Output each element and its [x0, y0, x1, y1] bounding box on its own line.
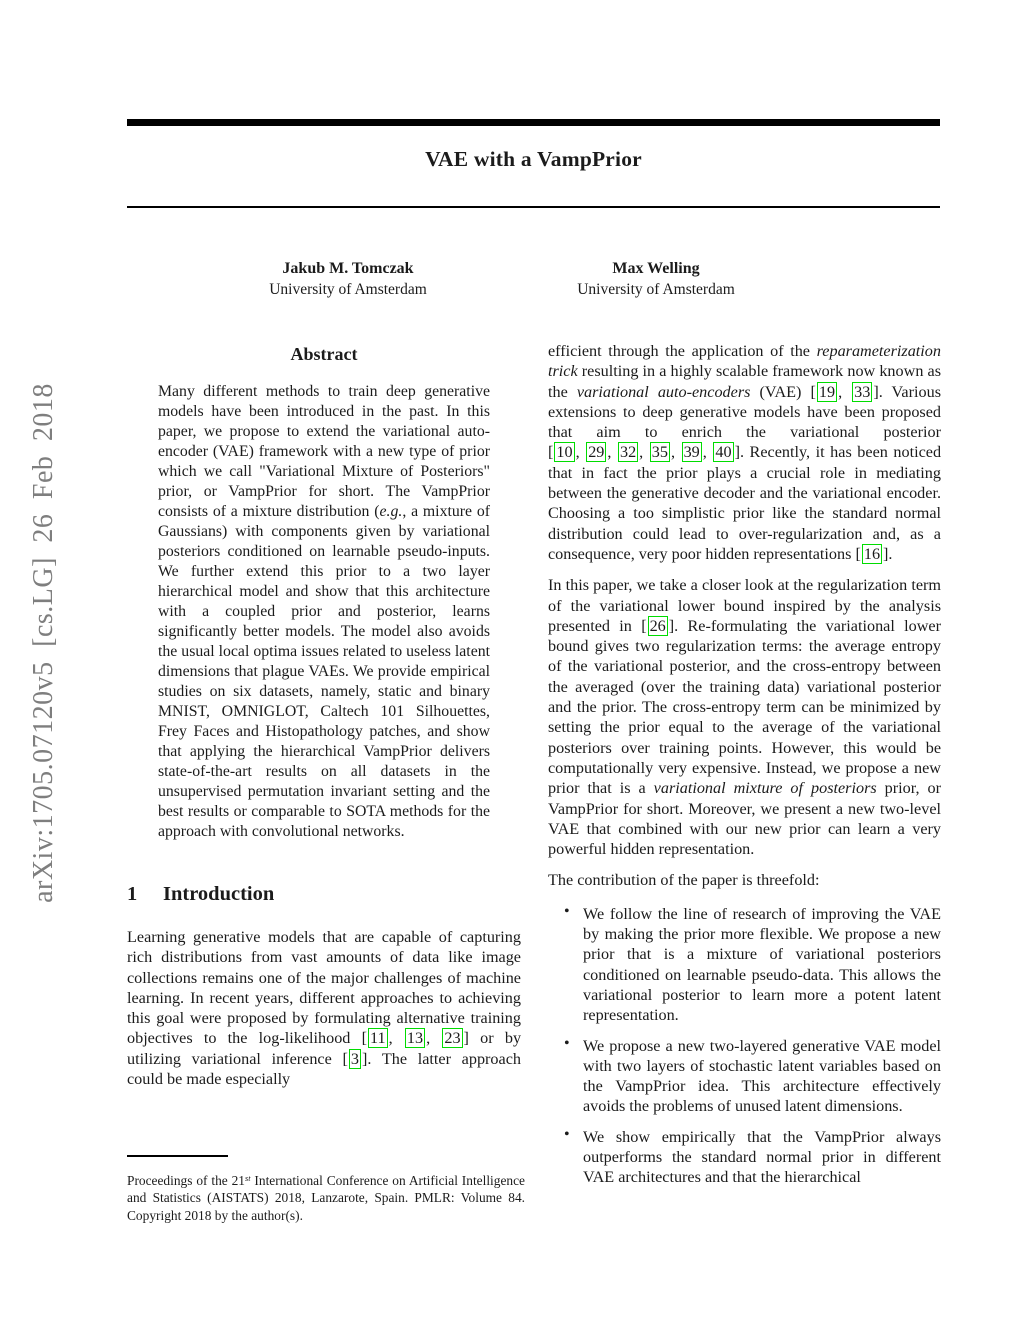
- header-rule-thin: [127, 206, 940, 208]
- list-item: [548, 1036, 941, 1117]
- paragraph: In this paper, we take a closer look at the regularization term of the variational lower bound inspired by the analysis presented in [ 26 ]. Re-formulating the variational lower bound gives two regularization terms: the average entropy of the variational posterior, and the cross-entropy between the averaged (over the training data) variational posterior and the prior. The cross-entropy term can be minimized by setting the prior equal to the average of the variational posteriors over training points. However, this would be computationally very expensive. Instead, we propose a new prior that is a variational mixture of posteriors prior, or VampPrior for short. Moreover, we present a new two-level VAE that combined with our new prior can learn a very powerful hidden representation.: [548, 576, 941, 859]
- author-block-2: [577, 258, 735, 300]
- paragraph: The contribution of the paper is threefold:: [548, 871, 820, 890]
- citation-link[interactable]: 40: [715, 443, 732, 462]
- citation-link[interactable]: 19: [818, 382, 836, 401]
- left-column: [127, 344, 521, 1100]
- italic-text: e.g.: [379, 503, 403, 520]
- citation-link[interactable]: 39: [683, 443, 700, 462]
- citation-group: [ 19 , 33 ]: [810, 382, 879, 401]
- footnote-text: Proceedings of the 21st International Conference on Artificial Intelligence and Statistics (AISTATS) 2018, Lanzarote, Spain. PMLR: Volume 84. Copyright 2018 by the author(s).: [127, 1172, 525, 1223]
- list-item: [548, 904, 941, 1026]
- bullet-icon: •: [564, 1125, 570, 1143]
- citation-group: [ 11 , 13 , 23 ]: [361, 1029, 469, 1048]
- bullet-text: We propose a new two-layered generative VAE model with two layers of stochastic latent variables based on the VampPrior idea. This architecture effectively avoids the problems of unused latent dimensions.: [583, 1036, 941, 1116]
- citation-link[interactable]: 29: [588, 443, 605, 462]
- contribution-list: [548, 904, 941, 1188]
- list-item: [548, 1127, 941, 1188]
- italic-text: variational mixture of posteriors: [653, 779, 877, 798]
- citation-link[interactable]: 13: [406, 1029, 424, 1048]
- author-block-1: [269, 258, 427, 300]
- introduction-paragraph: Learning generative models that are capable of capturing rich distributions from vast amounts of data like image collections remains one of the major challenges of machine learning. In recent years, different approaches to achieving this goal were proposed by formulating alternative training objectives to the log-likelihood [ 11 , 13 , 23 ] or by utilizing variational inference [ 3 ]. The latter approach could be made especially: [127, 928, 522, 1089]
- bullet-text: We show empirically that the VampPrior always outperforms the standard normal prior in different VAE architectures and that the hierarchical: [583, 1127, 941, 1187]
- bullet-icon: •: [564, 902, 570, 920]
- section-number: 1: [127, 883, 138, 905]
- author-affiliation: University of Amsterdam: [269, 281, 427, 298]
- paper-title: VAE with a VampPrior: [425, 147, 642, 171]
- citation-link[interactable]: 33: [854, 382, 871, 401]
- italic-text: reparameterization trick: [548, 342, 941, 381]
- arxiv-stamp: arXiv:1705.07120v5 [cs.LG] 26 Feb 2018: [28, 383, 59, 903]
- footnote-block: [127, 1155, 525, 1224]
- citation-group: [ 3 ]: [342, 1049, 368, 1068]
- author-name: Jakub M. Tomczak: [282, 260, 414, 277]
- abstract-heading: Abstract: [290, 344, 358, 364]
- abstract-body: Many different methods to train deep generative models have been introduced in the past. In this paper, we propose to extend the variational auto-encoder (VAE) framework with a new type of prior which we call "Variational Mixture of Posteriors" prior, or VampPrior for short. The VampPrior consists of a mixture distribution (e.g., a mixture of Gaussians) with components given by variational posteriors conditioned on learnable pseudo-inputs. We further extend this prior to a two layer hierarchical model and show that this architecture with a coupled prior and posterior, learns significantly better models. The model also avoids the usual local optima issues related to useless latent dimensions that plague VAEs. We provide empirical studies on six datasets, namely, static and binary MNIST, OMNIGLOT, Caltech 101 Silhouettes, Frey Faces and Histopathology patches, and show that applying the hierarchical VampPrior delivers state-of-the-art results on all datasets in the unsupervised permutation invariant setting and the best results or comparable to SOTA methods for the approach with convolutional networks.: [158, 383, 490, 840]
- paragraph: efficient through the application of the reparameterization trick resulting in a highly scalable framework now known as the variational auto-encoders (VAE) [ 19 , 33 ]. Various extensions to deep generative models have been proposed that aim to enrich the variational posterior [ 10 , 29 , 32 , 35 , 39 , 40 ]. Recently, it has been noticed that in fact the prior plays a crucial role in mediating between the generative decoder and the variational encoder. Choosing a too simplistic prior like the standard normal distribution could lead to over-regularization and, as a consequence, very poor hidden representations [ 16 ].: [548, 342, 942, 563]
- citation-link[interactable]: 10: [556, 443, 573, 462]
- italic-text: variational auto-encoders: [576, 382, 751, 401]
- superscript-text: st: [245, 1173, 251, 1183]
- author-name: Max Welling: [612, 260, 700, 277]
- citation-link[interactable]: 3: [350, 1049, 359, 1068]
- citation-group: [ 10 , 29 , 32 , 35 , 39 , 40 ]: [548, 443, 740, 462]
- header-rule-thick: [127, 119, 940, 126]
- author-affiliation: University of Amsterdam: [577, 281, 735, 298]
- citation-link[interactable]: 26: [649, 616, 666, 635]
- section-title: Introduction: [163, 883, 275, 905]
- bullet-text: We follow the line of research of improving the VAE by making the prior more flexible. We propose a new prior that is a mixture of variational posteriors conditioned on learnable pseudo-data. This allows the variational posterior to learn more a potent latent representation.: [583, 904, 941, 1025]
- section-heading-introduction: [127, 883, 521, 906]
- bullet-icon: •: [564, 1034, 570, 1052]
- footnote-rule: [127, 1155, 228, 1157]
- citation-link[interactable]: 23: [444, 1029, 461, 1048]
- citation-link[interactable]: 16: [863, 544, 881, 563]
- citation-group: [ 16 ]: [855, 544, 889, 563]
- citation-group: [ 26 ]: [641, 616, 675, 635]
- right-column: [548, 341, 941, 1198]
- citation-link[interactable]: 35: [651, 443, 668, 462]
- citation-link[interactable]: 32: [619, 443, 637, 462]
- citation-link[interactable]: 11: [370, 1029, 386, 1048]
